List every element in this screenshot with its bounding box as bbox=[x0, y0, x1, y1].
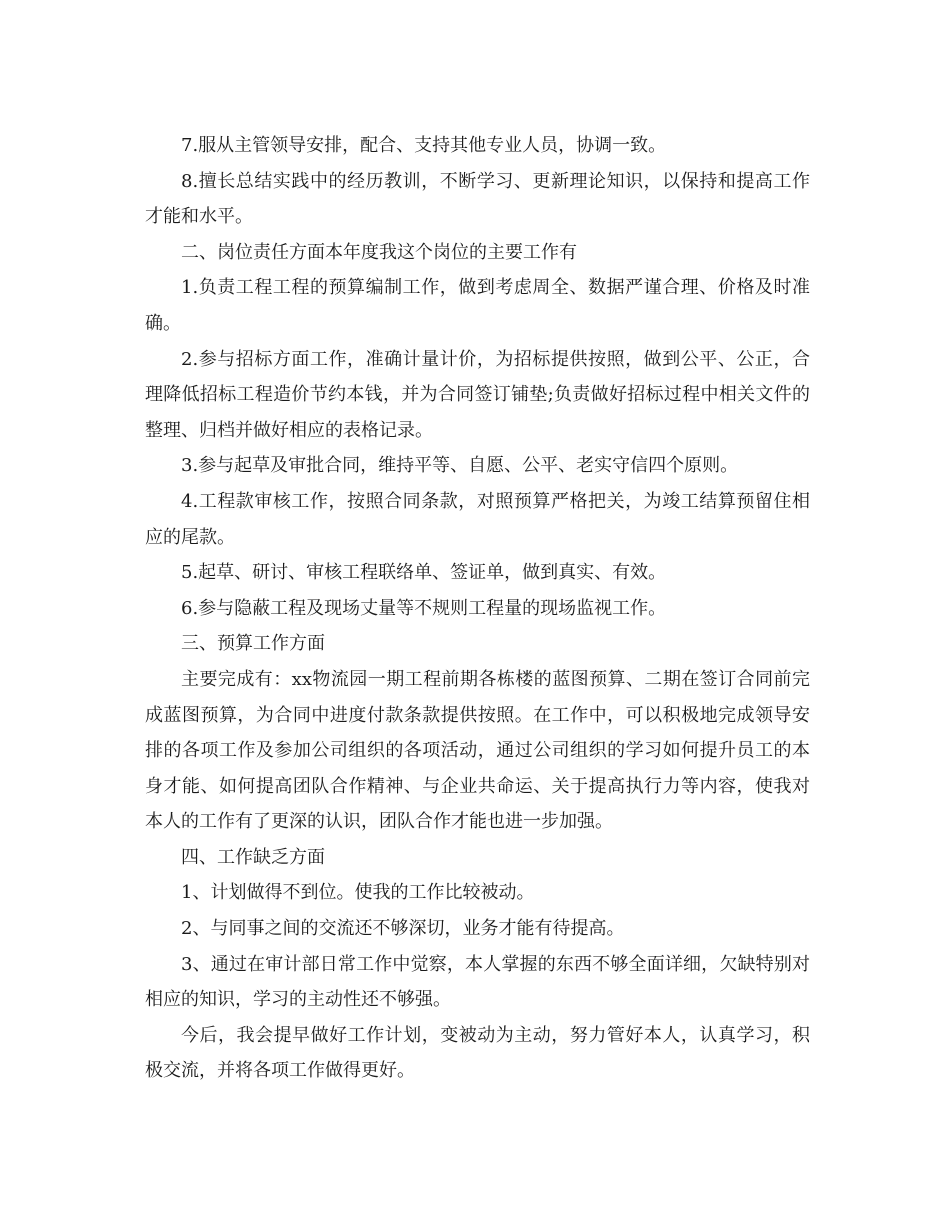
paragraph-duty-4: 4.工程款审核工作，按照合同条款，对照预算严格把关，为竣工结算预留住相应的尾款。 bbox=[145, 490, 810, 548]
paragraph-main-achievements: 主要完成有：xx物流园一期工程前期各栋楼的蓝图预算、二期在签订合同前完成蓝图预算，为合同中进度付款条款提供按照。在工作中，可以积极地完成领导安排的各项工作及参加公司组织的各项活动，通过公司组织的学习如何提升员工的本身才能、如何提高团队合作精神、与企业共命运、关于提高执行力等内容，使我对本人的工作有了更深的认识，团队合作才能也进一步加强。 bbox=[145, 668, 810, 833]
section-heading-shortcomings: 四、工作缺乏方面 bbox=[181, 846, 325, 868]
paragraph-duty-2: 2.参与招标方面工作，准确计量计价，为招标提供按照，做到公平、公正，合理降低招标工程造价节约本钱，并为合同签订铺垫;负责做好招标过程中相关文件的整理、归档并做好相应的表格记录。 bbox=[145, 348, 810, 441]
paragraph-shortcoming-2: 2、与同事之间的交流还不够深切，业务才能有待提高。 bbox=[181, 918, 625, 940]
paragraph-item-7: 7.服从主管领导安排，配合、支持其他专业人员，协调一致。 bbox=[181, 135, 667, 156]
paragraph-item-8: 8.擅长总结实践中的经历教训，不断学习、更新理论知识，以保持和提高工作才能和水平。 bbox=[145, 170, 810, 228]
paragraph-duty-5: 5.起草、研讨、审核工程联络单、签证单，做到真实、有效。 bbox=[181, 562, 667, 584]
paragraph-duty-1: 1.负责工程工程的预算编制工作，做到考虑周全、数据严谨合理、价格及时准确。 bbox=[145, 277, 810, 334]
paragraph-shortcoming-3: 3、通过在审计部日常工作中觉察，本人掌握的东西不够全面详细，欠缺特别对相应的知识，学习的主动性还不够强。 bbox=[145, 953, 810, 1011]
section-heading-budget-work: 三、预算工作方面 bbox=[181, 633, 325, 655]
document-body bbox=[145, 128, 810, 1089]
paragraph-duty-3: 3.参与起草及审批合同，维持平等、自愿、公平、老实守信四个原则。 bbox=[181, 455, 739, 477]
paragraph-future-plan: 今后，我会提早做好工作计划，变被动为主动，努力管好本人，认真学习，积极交流，并将各项工作做得更好。 bbox=[145, 1024, 810, 1082]
paragraph-duty-6: 6.参与隐蔽工程及现场丈量等不规则工程量的现场监视工作。 bbox=[181, 597, 667, 619]
section-heading-job-responsibilities: 二、岗位责任方面本年度我这个岗位的主要工作有 bbox=[181, 241, 577, 263]
paragraph-shortcoming-1: 1、计划做得不到位。使我的工作比较被动。 bbox=[181, 882, 535, 904]
